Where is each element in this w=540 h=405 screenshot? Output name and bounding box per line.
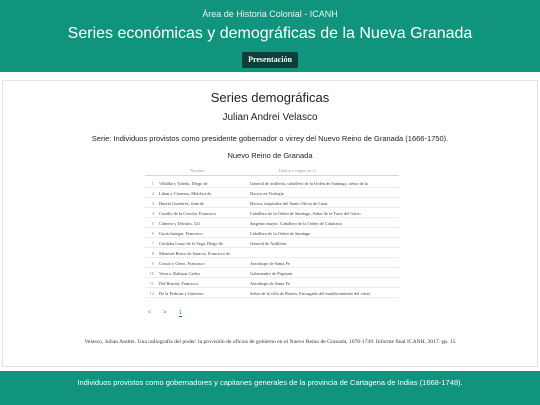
row-title: Caballero de la Orden de Santiago, Señor de la Torre del Garro — [250, 211, 361, 216]
citation: Velasco, Julian Andrei. Una radiografía del poder: la provisión de oficios de gobierno en el Nuevo Reino de Granada, 1670-1749. Informe final ICANH, 2017. pp. 15 — [84, 339, 456, 345]
table-row[interactable] — [145, 248, 399, 258]
row-name: Villalba y Toledo, Diego de — [159, 181, 208, 186]
row-number: 2 — [151, 191, 154, 196]
row-name: Liñan y Cisneros, Melchor de — [159, 191, 212, 196]
row-name: Córdoba Lasso de la Vega, Diego de — [159, 241, 223, 246]
row-title: Doctor, inquisidor del Santo Oficio de Lima — [250, 201, 328, 206]
table-body — [145, 178, 399, 298]
row-number: 7 — [151, 241, 154, 246]
table-row[interactable] — [145, 208, 399, 218]
row-name: Cabrero y Dávalos, Gil — [159, 221, 200, 226]
row-title: Doctor en Teología — [250, 191, 284, 196]
row-title: Sargento mayor, Caballero de la Orden de Calatrava — [250, 221, 342, 226]
series-card — [2, 80, 538, 367]
site-title: Series económicas y demográficas de la Nueva Granada — [67, 25, 473, 42]
row-name: De la Pedrosa y Guerrero — [159, 291, 204, 296]
column-header-titulos[interactable]: Títulos o cargos en el — [278, 168, 316, 173]
pagination — [148, 310, 228, 320]
row-number: 8 — [151, 251, 154, 256]
data-table[interactable] — [145, 165, 399, 329]
row-title: Señor de la villa de Baeres, Encargado del establecimiento del virrei — [250, 291, 371, 296]
row-title: Gobernador de Popayán — [250, 271, 293, 276]
table-row[interactable] — [145, 238, 399, 248]
row-name: Del Rincón, Francisco — [159, 281, 199, 286]
footer-bar[interactable] — [0, 371, 540, 405]
table-header — [145, 165, 399, 176]
row-title: Caballero de la Orden de Santiago — [250, 231, 311, 236]
row-title: Arzobispo de Santa Fe — [250, 281, 290, 286]
row-number: 10 — [149, 271, 154, 276]
row-number: 12 — [149, 291, 154, 296]
row-number: 11 — [149, 281, 154, 286]
row-number: 5 — [151, 221, 154, 226]
presentacion-button[interactable]: Presentación — [242, 52, 298, 68]
table-row[interactable] — [145, 218, 399, 228]
section-heading: Series demográficas — [210, 90, 330, 105]
row-number: 6 — [151, 231, 154, 236]
page-number-link[interactable]: 1 — [179, 310, 182, 316]
author-name: Julian Andrei Velasco — [222, 112, 318, 123]
prev-page-button[interactable]: < — [148, 310, 152, 316]
row-name: Gorrichategui, Francisco — [159, 231, 203, 236]
row-name: Huerta Gutiérrez, Juan de — [159, 201, 205, 206]
row-name: Cossio y Otero, Francisco — [159, 261, 205, 266]
table-row[interactable] — [145, 228, 399, 238]
table-row[interactable] — [145, 178, 399, 188]
table-row[interactable] — [145, 278, 399, 288]
place-title: Nuevo Reino de Granada — [227, 151, 313, 160]
row-number: 3 — [151, 201, 154, 206]
next-page-button[interactable]: > — [163, 310, 167, 316]
row-number: 4 — [151, 211, 154, 216]
table-row[interactable] — [145, 198, 399, 208]
row-name: Meneses Bravo de Saravia, Francisco de — [159, 251, 231, 256]
table-row[interactable] — [145, 188, 399, 198]
column-header-nombre[interactable]: Nombre — [190, 168, 205, 173]
row-number: 1 — [151, 181, 154, 186]
series-title: Serie: Individuos provistos como presidente gobernador o virrey del Nuevo Reino de Granada (1666-1750). — [91, 134, 449, 143]
row-title: General de artillería, caballero de la Orden de Santiago, señor de la — [250, 181, 368, 186]
next-series-link[interactable]: Individuos provistos como gobernadores y capitanes generales de la provincia de Cartagena de Indias (1668-1748). — [77, 378, 463, 387]
row-title: Arzobispo de Santa Fe — [250, 261, 290, 266]
header-kicker: Área de Historia Colonial - ICANH — [202, 9, 338, 19]
table-row[interactable] — [145, 258, 399, 268]
row-number: 9 — [151, 261, 154, 266]
row-title: General de Artillería — [250, 241, 287, 246]
row-name: Vivero, Baltasar Carlos — [159, 271, 201, 276]
row-name: Castillo de la Concha, Francisco — [159, 211, 216, 216]
table-row[interactable] — [145, 288, 399, 298]
table-row[interactable] — [145, 268, 399, 278]
site-header — [0, 0, 540, 72]
